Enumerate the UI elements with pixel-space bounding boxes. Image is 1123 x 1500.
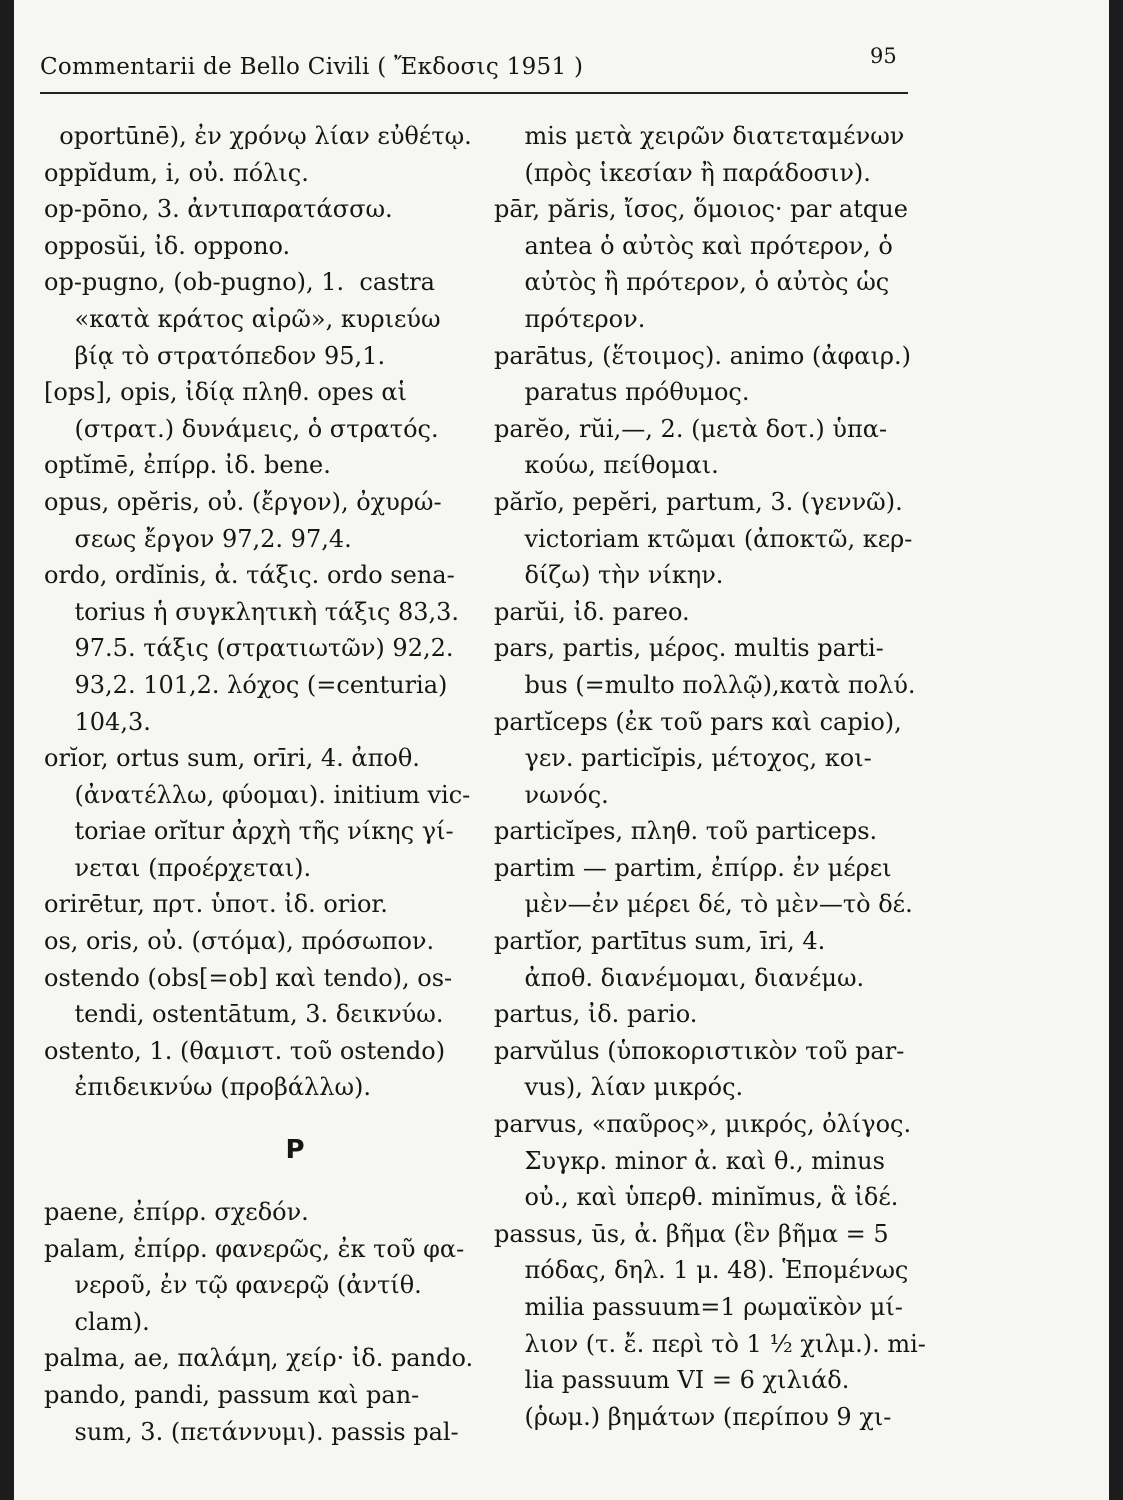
entry-line: αὐτὸς ἢ πρότερον, ὁ αὐτὸς ὡς — [494, 268, 890, 297]
entry-line: δίζω) τὴν νίκην. — [494, 561, 724, 590]
entry-line: oppĭdum, i, οὐ. πόλις. — [44, 158, 309, 187]
entry-line: passus, ūs, ἀ. βῆμα (ἓν βῆμα = 5 — [494, 1219, 889, 1248]
entry-line: λιον (τ. ἔ. περὶ τὸ 1 ½ χιλμ.). mi- — [494, 1329, 926, 1358]
entry-line: partĭceps (ἐκ τοῦ pars καὶ capio), — [494, 707, 902, 736]
entry-line: γεν. particĭpis, μέτοχος, κοι- — [494, 744, 872, 773]
entry-line: particĭpes, πληθ. τοῦ particeps. — [494, 817, 878, 846]
entry-line: Συγκρ. minor ἀ. καὶ θ., minus — [494, 1146, 885, 1175]
entry-line: [ops], opis, ἰδίᾳ πληθ. opes αἱ — [44, 378, 407, 407]
section-heading-p: P — [285, 1135, 305, 1166]
entry-line: (στρατ.) δυνάμεις, ὁ στρατός. — [44, 414, 439, 443]
entry-line: orirētur, πρτ. ὑποτ. ἰδ. orior. — [44, 890, 388, 919]
entry-line: partĭor, partītus sum, īri, 4. — [494, 927, 826, 956]
entry-line: victoriam κτῶμαι (ἀποκτῶ, κερ- — [494, 524, 913, 553]
entry-line: ἀποθ. διανέμομαι, διανέμω. — [494, 963, 865, 992]
entry-line: paene, ἐπίρρ. σχεδόν. — [44, 1198, 309, 1227]
entry-line: clam). — [44, 1307, 150, 1336]
entry-line: opus, opĕris, οὐ. (ἔργον), ὀχυρώ- — [44, 487, 442, 516]
entry-line: βίᾳ τὸ στρατόπεδον 95,1. — [44, 341, 386, 370]
entry-line: parvus, «παῦρος», μικρός, ὀλίγος. — [494, 1110, 912, 1139]
entry-line: ordo, ordĭnis, ἀ. τάξις. ordo sena- — [44, 561, 455, 590]
entry-line: (ῥωμ.) βημάτων (περίπου 9 χι- — [494, 1402, 892, 1431]
entry-line: parĕo, rŭi,—, 2. (μετὰ δοτ.) ὑπα- — [494, 414, 888, 443]
entry-line: milia passuum=1 ρωμαϊκὸν μί- — [494, 1293, 903, 1321]
entry-line: πρότερον. — [494, 304, 646, 333]
entry-line: parvŭlus (ὑποκοριστικὸν τοῦ par- — [494, 1036, 905, 1065]
entry-line: opposŭi, ἰδ. oppono. — [44, 231, 291, 260]
entry-line: op-pōno, 3. ἀντιπαρατάσσω. — [44, 195, 393, 224]
entry-line: op-pugno, (ob-pugno), 1. castra — [44, 268, 435, 297]
entry-line: toriae orĭtur ἀρχὴ τῆς νίκης γί- — [44, 817, 454, 846]
entry-line: πόδας, δηλ. 1 μ. 48). Ἑπομένως — [494, 1256, 909, 1285]
scan-edge-right — [1109, 0, 1123, 1500]
entry-line: 104,3. — [44, 707, 151, 736]
entry-line: νωνός. — [494, 780, 609, 809]
entry-line: parātus, (ἕτοιμος). animo (ἀφαιρ.) — [494, 341, 911, 370]
entry-line: tendi, ostentātum, 3. δεικνύω. — [44, 1000, 444, 1029]
entry-line: paratus πρόθυμος. — [494, 378, 750, 407]
entry-line: κούω, πείθομαι. — [494, 451, 719, 480]
entry-line: os, oris, οὐ. (στόμα), πρόσωπον. — [44, 927, 435, 956]
left-column — [44, 118, 474, 1450]
entry-line: pār, păris, ἴσος, ὅμοιος· par atque — [494, 195, 908, 224]
entry-line: vus), λίαν μικρός. — [494, 1073, 744, 1102]
entry-line: νεροῦ, ἐν τῷ φανερῷ (ἀντίθ. — [44, 1271, 422, 1300]
running-header: Commentarii de Bello Civili ( Ἔκδοσις 1951 ) — [40, 54, 584, 80]
entry-line: νεται (προέρχεται). — [44, 853, 312, 882]
entry-line: partus, ἰδ. pario. — [494, 1000, 698, 1029]
entry-line: antea ὁ αὐτὸς καὶ πρότερον, ὁ — [494, 231, 893, 260]
entry-line: pars, partis, μέρος. multis parti- — [494, 634, 884, 663]
entry-line: σεως ἔργον 97,2. 97,4. — [44, 524, 352, 553]
entry-line: sum, 3. (πετάννυμι). passis pal- — [44, 1417, 459, 1446]
entry-line: (ἀνατέλλω, φύομαι). initium vic- — [44, 780, 471, 809]
entry-line: părĭo, pepĕri, partum, 3. (γεννῶ). — [494, 487, 903, 516]
entry-line: lia passuum VI = 6 χιλιάδ. — [494, 1366, 850, 1395]
entry-line: «κατὰ κράτος αἱρῶ», κυριεύω — [44, 304, 441, 333]
scan-edge-left — [0, 0, 14, 1500]
entry-line: partim — partim, ἐπίρρ. ἐν μέρει — [494, 853, 892, 882]
entry-line: mis μετὰ χειρῶν διατεταμένων — [494, 122, 905, 150]
entry-line: μὲν—ἐν μέρει δέ, τὸ μὲν—τὸ δέ. — [494, 890, 913, 919]
entry-line: bus (=multo πολλῷ),κατὰ πολύ. — [494, 670, 916, 699]
entry-line: (πρὸς ἱκεσίαν ἢ παράδοσιν). — [494, 158, 871, 187]
right-column — [494, 118, 926, 1435]
entry-line: torius ἡ συγκλητικὴ τάξις 83,3. — [44, 597, 460, 626]
entry-line: 97.5. τάξις (στρατιωτῶν) 92,2. — [44, 634, 454, 663]
entry-line: οὐ., καὶ ὑπερθ. minĭmus, ἃ ἰδέ. — [494, 1183, 899, 1212]
entry-line: optĭmē, ἐπίρρ. ἰδ. bene. — [44, 451, 331, 480]
entry-line: palma, ae, παλάμη, χείρ· ἰδ. pando. — [44, 1344, 474, 1373]
section-gap — [44, 1172, 466, 1194]
entry-line: 93,2. 101,2. λόχος (=centuria) — [44, 670, 448, 699]
page-number: 95 — [870, 44, 897, 68]
section-gap — [44, 1106, 466, 1128]
entry-line: ἐπιδεικνύω (προβάλλω). — [44, 1073, 372, 1102]
entry-line: parŭi, ἰδ. pareo. — [494, 597, 690, 626]
entry-line: palam, ἐπίρρ. φανερῶς, ἐκ τοῦ φα- — [44, 1234, 465, 1263]
entry-line: orĭor, ortus sum, orīri, 4. ἀποθ. — [44, 744, 420, 773]
entry-line: oportūnē), ἐν χρόνῳ λίαν εὐθέτῳ. — [44, 122, 472, 150]
entry-line: ostendo (obs[=ob] καὶ tendo), os- — [44, 963, 453, 992]
entry-line: pando, pandi, passum καὶ pan- — [44, 1381, 420, 1409]
header-rule — [40, 92, 908, 94]
entry-line: ostento, 1. (θαμιστ. τοῦ ostendo) — [44, 1036, 446, 1065]
